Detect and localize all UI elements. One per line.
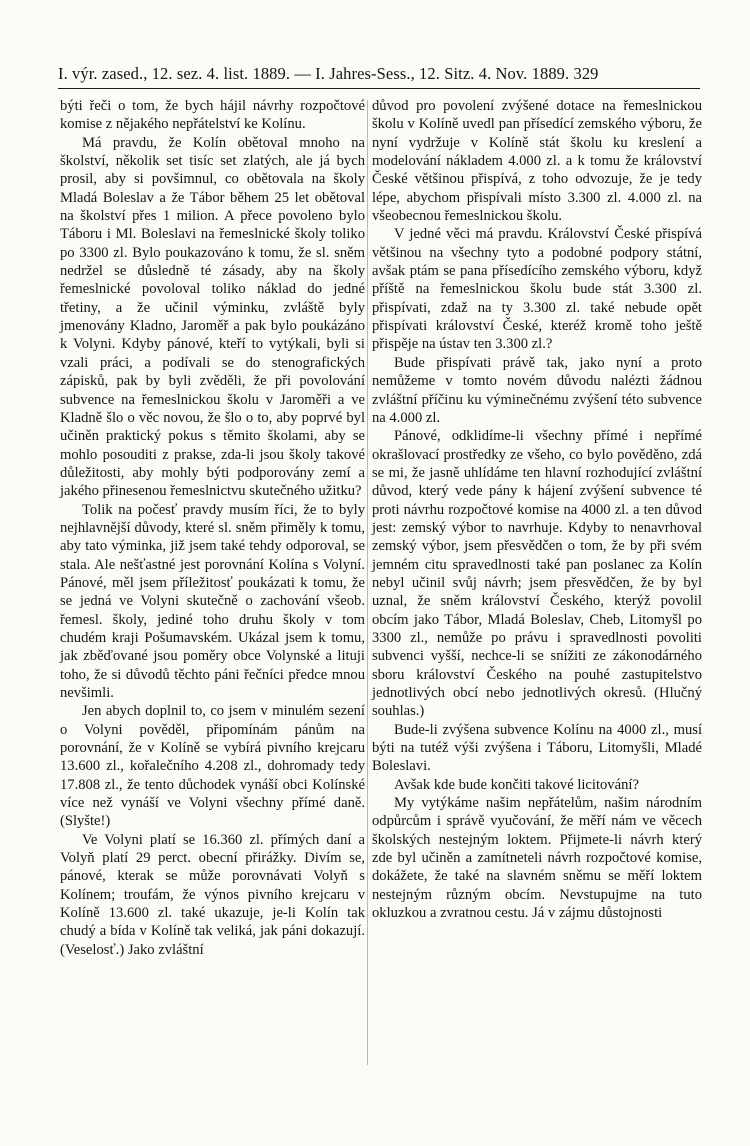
paragraph: býti řeči o tom, že bych hájil návrhy rozpočtové komise z nějakého nepřátelství ke Kolínu. [60, 98, 365, 133]
running-header: I. výr. zased., 12. sez. 4. list. 1889. — I. Jahres-Sess., 12. Sitz. 4. Nov. 1889. 329 [58, 64, 599, 83]
paragraph: Má pravdu, že Kolín obětoval mnoho na školství, několik set tisíc set zlatých, ale já bych prosil, aby si povšimnul, co obětovala na školy Mladá Boleslav a že Tábor během 25 let obětoval na školství přes 1 milion. A přece povoleno bylo Táboru i Ml. Boleslavi na řemeslnické školy toliko po 3300 zl. Bylo poukazováno k tomu, že sl. sněm nedržel se důsledně té zásady, aby na školy řemeslnické povoloval toliko náklad do jedné třetiny, a že učinil výminku, zvláště byly jmenovány Kladno, Jaroměř a pak bylo poukázáno k Volyni. Kdyby pánové, kteří to vytýkali, byli si vzali práci, a podívali se do stenografických zápisků, pak by byli zvěděli, že při povolování subvence na řemeslnickou školu v Jaroměři a ve Kladně šlo o věc novou, že šlo o to, aby poprvé byl učiněn praktický pokus s těmito školami, aby se mohlo posouditi z prakse, zda-li jsou školy takové důležitosti, aby mohly býti podporovány zemí a jakého přinesenou řemeslnictvu skutečného užitku? [60, 134, 365, 500]
paragraph: Jen abych doplnil to, co jsem v minulém sezení o Volyni pověděl, připomínám pánům na porovnání, že v Kolíně se vybírá pivního krejcaru 13.600 zl., kořalečního 4.208 zl., dohromady tedy 17.808 zl., že tento důchodek vynáší obci Kolínské více než vynáší ve Volyni všechny přímé daně. (Slyšte!) [60, 703, 365, 830]
paragraph: Ve Volyni platí se 16.360 zl. přímých daní a Volyň platí 29 perct. obecní přirážky. Divím se, pánové, kterak se může porovnávati Volyň s Kolínem; troufám, že výnos pivního krejcaru v Kolíně 13.600 zl. také ukazuje, je-li Kolín tak chudý a bída v Kolíně tak veliká, jak páni dokazují. (Veselosť.) Jako zvláštní [60, 831, 365, 958]
paragraph: My vytýkáme našim nepřátelům, našim národním odpůrcům i správě vyučování, že měří nám ve věcech školských nestejným loktem. Přijmete-li návrh který zde byl učiněn a zamítneteli návrh rozpočtové komise, dokážete, že také na slavném sněmu se měří loktem nestejným různým obcím. Nevstupujme na tuto okluzkou a zvratnou cestu. Já v zájmu důstojnosti [372, 795, 702, 922]
paragraph: Bude přispívati právě tak, jako nyní a proto nemůžeme v tomto novém důvodu nalézti žádnou zvláštní příčinu ku výminečnému zvýšení této subvence na 4.000 zl. [372, 354, 702, 426]
right-column [372, 97, 702, 922]
paragraph: Bude-li zvýšena subvence Kolínu na 4000 zl., musí býti na tutéž výši zvýšena i Táboru, Litomyšli, Mladé Boleslavi. [372, 721, 702, 775]
header-rule [58, 88, 700, 89]
paragraph: Tolik na počesť pravdy musím říci, že to byly nejhlavnější důvody, které sl. sněm přiměly k tomu, aby tato výminka, již jsem také tehdy odporoval, se stala. Ale nešťastné jest porovnání Kolína s Volyní. Pánové, měl jsem příležitosť poukázati k tomu, že se jedná ve Volyni skutečně o zachování všeob. řemesl. školy, jediné toho druhu školy v tom chudém kraji Pošumavském. Ukázal jsem k tomu, jak zběďované jsou poměry obce Volynské a lituji toho, že si důvodů těchto páni řečníci předce mnou nevšimli. [60, 501, 365, 701]
left-column [60, 97, 365, 959]
paragraph: Pánové, odklidíme-li všechny přímé i nepřímé okrašlovací prostředky ze všeho, co bylo pověděno, zdá se mi, že jasně uhlídáme ten hlavní rozhodující zvláštní důvod, který vede pány k hájení zvýšení subvence té proti návrhu rozpočtové komise na 4000 zl. a ten důvod jest: zemský výbor to navrhuje. Kdyby to nenavrhoval zemský výbor, jsem přesvědčen o tom, že by při svém jemném citu spravedlnosti také pan poslanec za Kolín nebyl učinil svůj návrh; jsem přesvědčen, že by byl uznal, že sněm království Českého, kterýž povolil obcím jako Tábor, Mladá Boleslav, Cheb, Litomyšl po 3300 zl., nemůže po právu i spravedlnosti povoliti subvenci vyšší, nechce-li se snížiti ze zákonodárného sboru království Českého na pouhé zastupitelstvo jednotlivých obcí nebo jednotlivých okresů. (Hlučný souhlas.) [372, 428, 702, 720]
column-divider [367, 100, 368, 1065]
paragraph: Avšak kde bude končiti takové licitování? [394, 776, 639, 793]
paragraph: V jedné věci má pravdu. Království České přispívá většinou na všechny tyto a podobné podpory státní, avšak ptám se pana přísedícího zemského výboru, když příště na řemeslnickou školu bude stát 3.300 zl. přispívati, zdaž na ty 3.300 zl. také nebude opět přispívati království České, kteréž kromě toho ještě přispěje na ústav ten 3.300 zl.? [372, 226, 702, 353]
paragraph: důvod pro povolení zvýšené dotace na řemeslnickou školu v Kolíně uvedl pan přísedící zemského výboru, že nyní vydržuje v Kolíně stát školu ku kreslení a modelování nákladem 4.000 zl. a k tomu že království České většinou přispívá, z toho odvozuje, že je tedy lépe, abychom přispívali místo 3.300 zl. 4.000 zl. na všeobecnou řemeslnickou školu. [372, 98, 702, 225]
